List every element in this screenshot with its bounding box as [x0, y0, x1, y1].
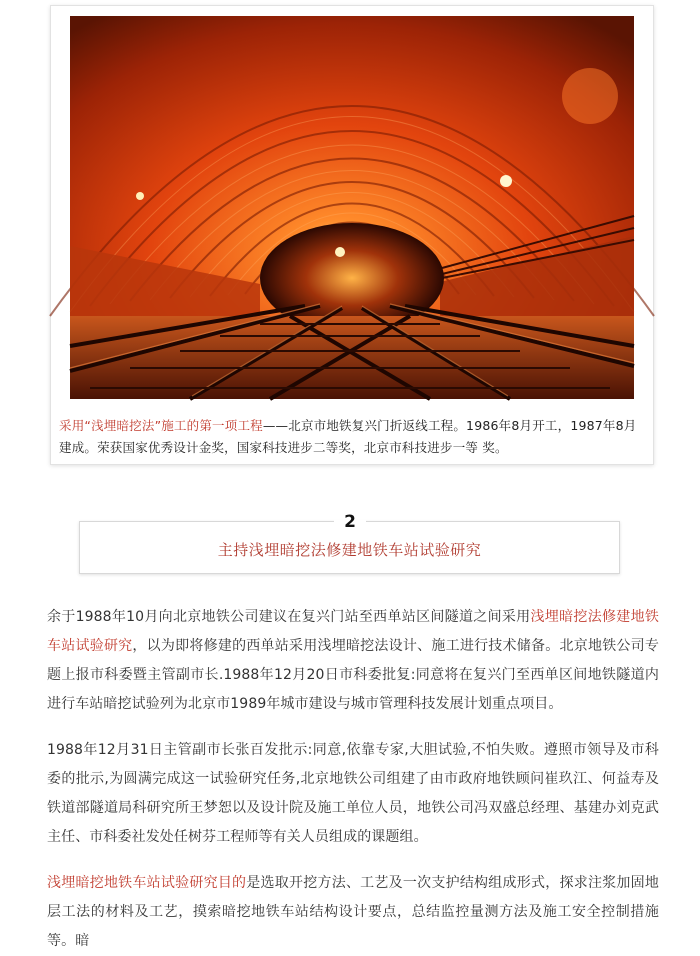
section-number: 2: [344, 512, 356, 532]
paragraph-3-post: 是选取开挖方法、工艺及一次支护结构组成形式，探求注浆加固地层工法的材料及工艺，摸索暗挖地铁车站结构设计要点，总结监控量测方法及施工安全控制措施等。暗: [47, 875, 659, 949]
paragraph-1: [47, 603, 659, 719]
photo-card: [50, 5, 654, 465]
paragraph-3-highlight: 浅埋暗挖地铁车站试验研究目的: [47, 875, 247, 891]
paragraph-1-post: ，以为即将修建的西单站采用浅埋暗挖法设计、施工进行技术储备。北京地铁公司专题上报市科委暨主管副市长.1988年12月20日市科委批复:同意将在复兴门至西单区间地铁隧道内进行车站暗挖试验列为北京市1989年城市建设与城市管理科技发展计划重点项目。: [47, 638, 659, 712]
paragraph-3: [47, 869, 659, 956]
photo-caption: [59, 415, 649, 459]
paragraph-2: 1988年12月31日主管副市长张百发批示:同意,依靠专家,大胆试验,不怕失败。遵照市领导及市科委的批示,为圆满完成这一试验研究任务,北京地铁公司组建了由市政府地铁顾问崔玖江、何益寿及铁道部隧道局科研究所王梦恕以及设计院及施工单位人员，地铁公司冯双盛总经理、基建办刘克武主任、市科委社发处任树芬工程师等有关人员组成的课题组。: [47, 742, 659, 845]
tunnel-photo: [70, 16, 634, 399]
section-title: 主持浅埋暗挖法修建地铁车站试验研究: [217, 541, 482, 559]
caption-text-line2: 建成。荣获国家优秀设计金奖，国家科技进步二等奖，北京市科技进步一等 奖。: [59, 440, 508, 455]
caption-text-line1: ——北京市地铁复兴门折返线工程。1986年8月开工，1987年8月: [262, 418, 637, 433]
caption-highlight: 采用“浅埋暗挖法”施工的第一项工程: [59, 418, 263, 433]
paragraph-1-pre: 余于1988年10月向北京地铁公司建议在复兴门站至西单站区间隧道之间采用: [47, 609, 531, 625]
tunnel-photo-icon: [70, 16, 634, 399]
paragraph-1-highlight: 浅埋暗挖法修建地铁车站试验研究: [47, 609, 659, 654]
